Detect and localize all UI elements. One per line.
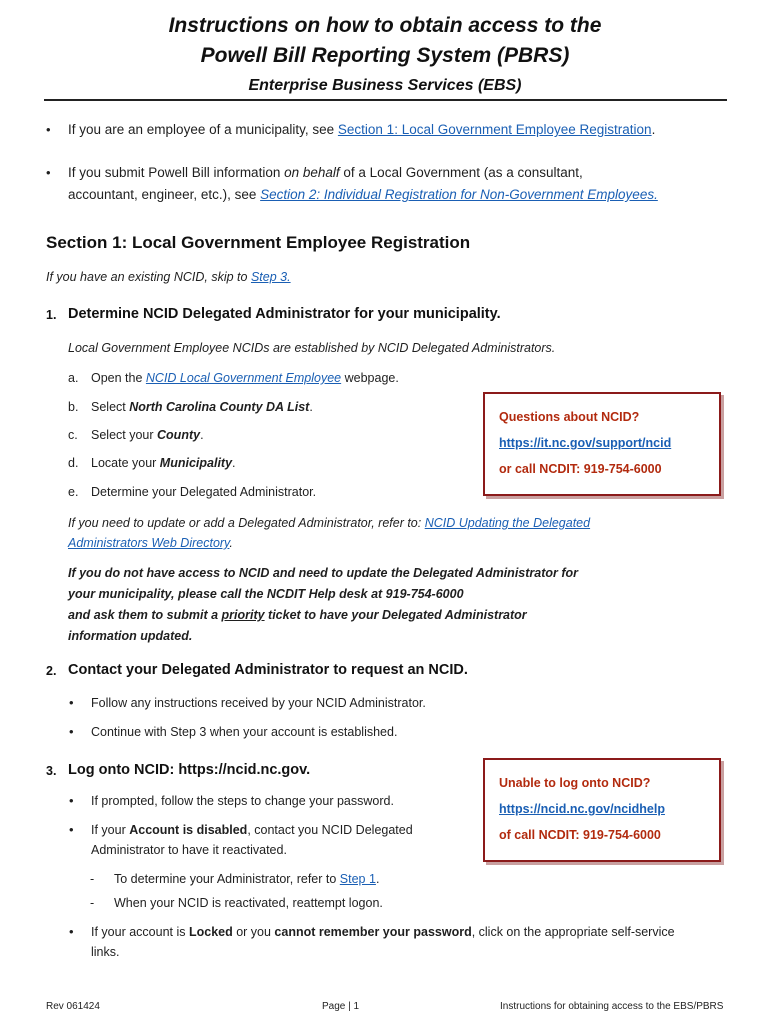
update-da-link-part1[interactable]: NCID Updating the Delegated [424,516,591,530]
step1-c-end: . [200,428,204,442]
step3-dash-1 [114,869,379,889]
ncid-questions-callout [483,392,721,496]
callout2-heading: Unable to log onto NCID? [499,776,651,790]
section2-link[interactable]: Section 2: Individual Registration for Non-Government Employees. [260,187,658,202]
priority-word: priority [221,608,265,622]
step1-a-label: a. [68,371,79,385]
callout1-heading: Questions about NCID? [499,410,640,424]
skip-note [46,267,291,287]
section1-heading: Section 1: Local Government Employee Registration [46,233,471,252]
ncid-local-gov-link[interactable]: NCID Local Government Employee [145,371,342,385]
ncid-logon-help-callout [483,758,721,862]
intro-bullet-1-end: . [651,122,656,137]
intro-bullet-2-text-b: of a Local Government (as a consultant, [339,165,583,180]
intro-bullet-2-line2: accountant, engineer, etc.), see [68,187,261,202]
step2-bullet-1: • Follow any instructions received by your NCID Administrator. [91,693,426,713]
step3-b3-text-b: or you [232,925,275,939]
step1-d-text: Locate your [91,456,160,470]
step1-b-end: . [309,400,313,414]
step1-intro: Local Government Employee NCIDs are established by NCID Delegated Administrators. [68,341,556,355]
step3-bullet-3 [91,922,741,962]
step1-c [91,425,204,445]
step2-title: Contact your Delegated Administrator to request an NCID. [68,662,468,678]
step3-bullet-1: • If prompted, follow the steps to change your password. [91,791,394,811]
no-access-line1: If you do not have access to NCID and need to update the Delegated Administrator for [68,566,579,580]
step1-d-label: d. [68,456,79,470]
step1-b-text: Select [91,400,130,414]
ncid-help-link[interactable]: https://ncid.nc.gov/ncidhelp [499,802,665,816]
step3-dash-2: - When your NCID is reactivated, reattempt logon. [114,893,383,913]
intro-bullet-2-italic: on behalf [284,165,340,180]
no-access-note [68,563,708,647]
section1-link[interactable]: Section 1: Local Government Employee Registration [337,122,652,137]
step3-b3-line2: links. [91,945,120,959]
step1-b-label: b. [68,400,79,414]
intro-bullet-on-behalf [68,162,738,206]
title-line-1: Instructions on how to obtain access to the [168,14,602,37]
step3-link[interactable]: Step 3. [250,270,291,284]
step1-c-bold: County [157,428,201,442]
callout2-phone: of call NCDIT: 919-754-6000 [499,828,661,842]
step3-b2-text-b: , contact you NCID Delegated [247,823,413,837]
footer-doc-title: Instructions for obtaining access to the EBS/PBRS [500,1001,724,1012]
no-access-line4: information updated. [68,629,193,643]
step3-b2-bold: Account is disabled [129,823,248,837]
update-da-text: If you need to update or add a Delegated Administrator, refer to: [68,516,425,530]
step3-bullet-2 [91,820,471,860]
no-access-line2: your municipality, please call the NCDIT Help desk at 919-754-6000 [68,587,464,601]
step1-title: Determine NCID Delegated Administrator for your municipality. [68,306,501,322]
step1-link[interactable]: Step 1 [339,872,376,886]
step3-b2-line2: Administrator to have it reactivated. [91,843,287,857]
step3-number: 3. [46,764,57,778]
step2-number: 2. [46,664,57,678]
intro-bullet-municipal [68,119,728,141]
step1-c-label: c. [68,428,78,442]
step3-b3-text-a: If your account is [91,925,189,939]
step1-a [91,368,399,388]
update-da-end: . [229,536,233,550]
ncid-support-link[interactable]: https://it.nc.gov/support/ncid [499,436,672,450]
step3-d1-end: . [375,872,380,886]
step3-b3-text-c: , click on the appropriate self-service [471,925,675,939]
step1-e-label: e. [68,485,79,499]
update-da-note [68,513,708,553]
update-da-link-part2[interactable]: Administrators Web Directory [68,536,230,550]
title-line-2: Powell Bill Reporting System (PBRS) [200,44,570,67]
no-access-line3a: and ask them to submit a [68,608,222,622]
skip-text: If you have an existing NCID, skip to [46,270,251,284]
step1-b-bold: North Carolina County DA List [129,400,310,414]
step1-d-bold: Municipality [159,456,233,470]
intro-bullet-1-text: If you are an employee of a municipality, see [68,122,338,137]
step1-b [91,397,313,417]
step1-c-text: Select your [91,428,158,442]
step1-d [91,453,236,473]
step3-b3-bold-password: cannot remember your password [274,925,472,939]
subtitle: Enterprise Business Services (EBS) [248,77,522,94]
step3-b3-bold-locked: Locked [188,925,233,939]
step1-e: Determine your Delegated Administrator. [91,485,317,499]
footer-rev: Rev 061424 [46,1001,100,1012]
step3-d1-text: To determine your Administrator, refer to [114,872,340,886]
step2-bullet-2: • Continue with Step 3 when your account is established. [91,722,397,742]
footer-page-number: Page | 1 [322,1001,360,1012]
step1-number: 1. [46,308,57,322]
step3-title: Log onto NCID: https://ncid.nc.gov. [68,762,311,778]
step1-a-text: Open the [91,371,146,385]
no-access-line3b: ticket to have your Delegated Administrator [264,608,527,622]
intro-bullet-2-text-a: If you submit Powell Bill information [68,165,285,180]
header-divider [44,99,727,101]
callout1-phone: or call NCDIT: 919-754-6000 [499,462,662,476]
step3-b2-text-a: If your [91,823,130,837]
step1-a-end: webpage. [341,371,399,385]
step1-d-end: . [232,456,236,470]
